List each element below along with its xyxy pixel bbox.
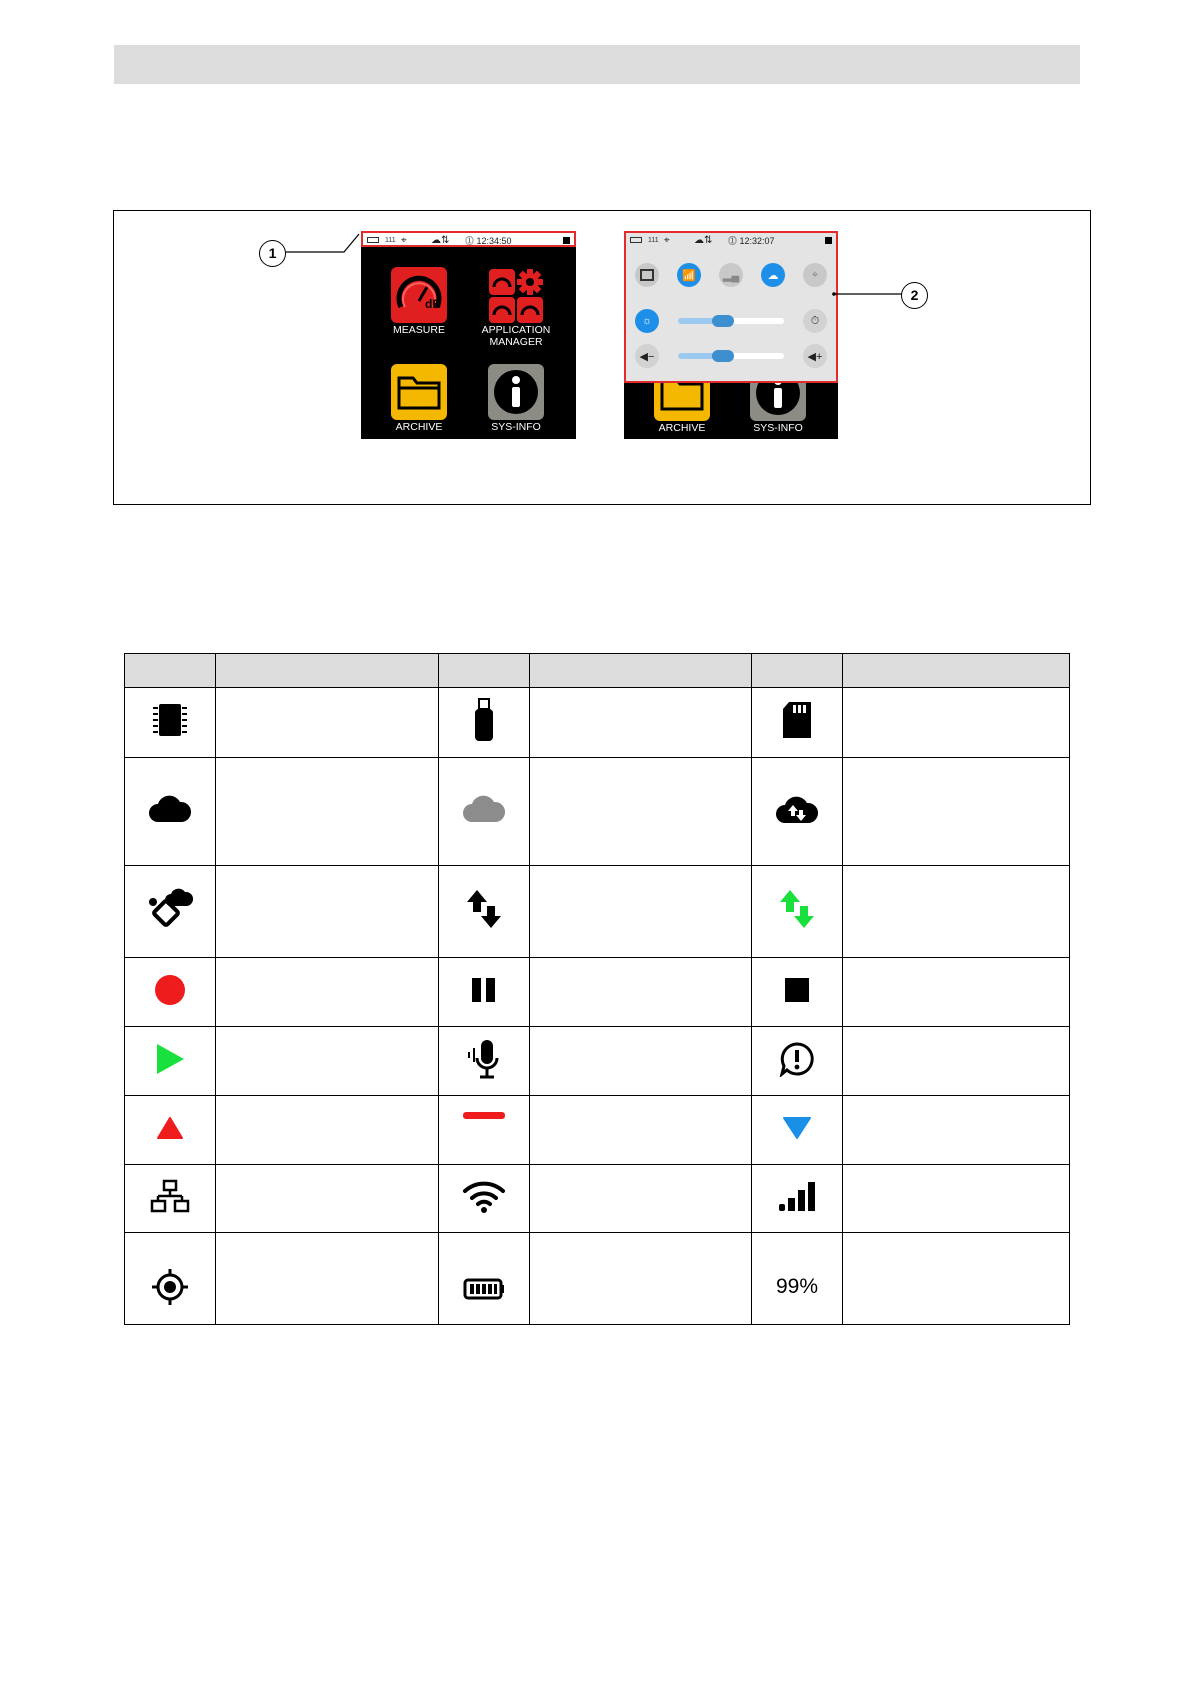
table-row	[125, 1027, 1070, 1096]
description-cell	[530, 958, 752, 1027]
pause-icon	[470, 976, 498, 1004]
data-transfer-icon	[465, 888, 503, 930]
application-manager-label: APPLICATION MANAGER	[481, 324, 551, 348]
above-threshold-icon	[156, 1116, 184, 1140]
svg-text:dB: dB	[425, 297, 441, 311]
signal-label: 111	[385, 237, 396, 244]
wifi-icon	[462, 1179, 506, 1213]
header-cell	[752, 654, 843, 688]
table-row	[125, 688, 1070, 758]
stop-icon	[783, 976, 811, 1004]
wifi-icon: 📶	[682, 269, 696, 282]
network-icon	[150, 1179, 190, 1213]
signal-label: 111	[648, 237, 659, 244]
description-cell	[530, 758, 752, 866]
sd-card-icon	[781, 700, 813, 740]
battery-icon	[462, 1277, 506, 1301]
description-cell	[843, 688, 1070, 758]
usb-drive-icon	[472, 698, 496, 742]
description-cell	[216, 758, 439, 866]
sys-info-label: SYS-INFO	[753, 422, 803, 434]
description-cell	[216, 866, 439, 958]
description-cell	[843, 1027, 1070, 1096]
description-cell	[843, 866, 1070, 958]
header-cell	[843, 654, 1070, 688]
description-cell	[216, 1027, 439, 1096]
battery-percent-text: 99%	[775, 1274, 819, 1298]
cellular-icon: ▂▄	[722, 269, 740, 282]
header-cell	[439, 654, 530, 688]
table-row	[125, 1165, 1070, 1233]
gps-icon: ⌖	[811, 268, 819, 281]
description-cell	[530, 1165, 752, 1233]
volume-up-icon: ◀+	[807, 350, 823, 363]
description-cell	[216, 1233, 439, 1325]
description-cell	[530, 866, 752, 958]
description-cell	[530, 1233, 752, 1325]
description-cell	[216, 958, 439, 1027]
description-cell	[530, 1027, 752, 1096]
description-cell	[843, 958, 1070, 1027]
cloud-icon: ☁⇅	[694, 235, 713, 246]
measure-label: MEASURE	[393, 324, 445, 336]
cloud-remote-icon	[147, 888, 193, 930]
table-row	[125, 1096, 1070, 1165]
header-cell	[216, 654, 439, 688]
internal-memory-icon	[150, 702, 190, 738]
cloud-sync-icon	[775, 793, 819, 825]
description-cell	[843, 1096, 1070, 1165]
status-icon-table	[124, 653, 1070, 1325]
archive-label: ARCHIVE	[395, 421, 443, 433]
description-cell	[843, 1233, 1070, 1325]
table-row	[125, 958, 1070, 1027]
description-cell	[216, 1096, 439, 1165]
volume-down-icon: ◀−	[639, 350, 655, 363]
table-row	[125, 1233, 1070, 1325]
cloud-icon: ☁⇅	[431, 235, 450, 246]
alert-icon	[779, 1041, 815, 1077]
description-cell	[843, 758, 1070, 866]
description-cell	[530, 688, 752, 758]
description-cell	[530, 1096, 752, 1165]
gps-icon: ⌖	[664, 235, 670, 246]
timer-phone-icon: ⏱	[810, 314, 820, 327]
below-threshold-icon	[782, 1115, 812, 1141]
data-transfer-active-icon	[778, 888, 816, 930]
table-row	[125, 866, 1070, 958]
archive-label: ARCHIVE	[658, 422, 706, 434]
brightness-icon: ☼	[641, 315, 653, 327]
in-range-icon	[461, 1110, 507, 1140]
description-cell	[216, 1165, 439, 1233]
gps-icon: ⌖	[401, 235, 407, 246]
description-cell	[216, 688, 439, 758]
cloud-icon: ☁	[767, 269, 779, 282]
sys-info-label: SYS-INFO	[491, 421, 541, 433]
gps-icon	[150, 1267, 190, 1307]
cloud-connected-icon	[148, 794, 192, 824]
description-cell	[843, 1165, 1070, 1233]
status-time: ⓵ 12:32:07	[728, 236, 775, 246]
signal-strength-icon	[777, 1180, 817, 1212]
cloud-disconnected-icon	[462, 794, 506, 824]
callout-lines	[0, 0, 1191, 520]
play-icon	[154, 1042, 186, 1076]
header-cell	[530, 654, 752, 688]
header-cell	[125, 654, 216, 688]
status-time: ⓵ 12:34:50	[465, 236, 512, 246]
table-row	[125, 758, 1070, 866]
record-icon	[153, 973, 187, 1007]
callout-2: 2	[901, 282, 928, 309]
callout-1: 1	[259, 240, 286, 267]
voice-note-icon	[465, 1038, 503, 1080]
table-header-row	[125, 654, 1070, 688]
